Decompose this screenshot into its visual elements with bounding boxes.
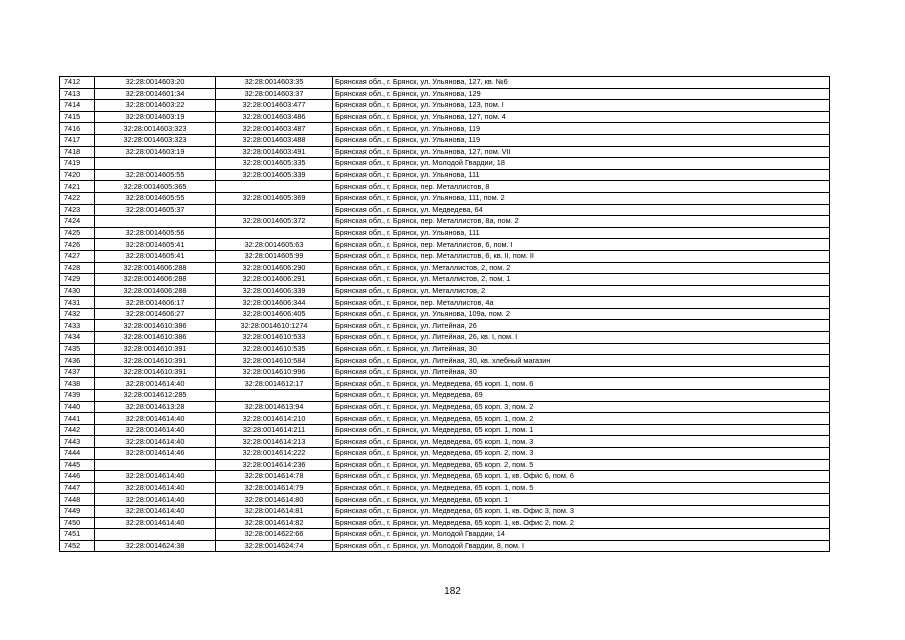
address-cell: Брянская обл., г. Брянск, ул. Медведева, 65 корп. 1, пом. 2: [333, 413, 830, 425]
address-cell: Брянская обл., г. Брянск, ул. Ульянова, 111, пом. 2: [333, 192, 830, 204]
address-cell: Брянская обл., г. Брянск, ул. Молодой Гвардии, 14: [333, 529, 830, 541]
object-number-cell: 32:28:0014614:211: [216, 424, 333, 436]
address-cell: Брянская обл., г. Брянск, ул. Медведева, 69: [333, 390, 830, 402]
table-row: [60, 494, 830, 506]
table-row: [60, 332, 830, 344]
object-number-cell: 32:28:0014624:74: [216, 540, 333, 552]
parcel-number-cell: 32:28:0014603:22: [95, 100, 216, 112]
row-number-cell: 7414: [60, 100, 95, 112]
object-number-cell: 32:28:0014605:369: [216, 192, 333, 204]
object-number-cell: 32:28:0014610:996: [216, 366, 333, 378]
table-row: [60, 262, 830, 274]
parcel-number-cell: 32:28:0014606:288: [95, 285, 216, 297]
row-number-cell: 7416: [60, 123, 95, 135]
object-number-cell: 32:28:0014603:491: [216, 146, 333, 158]
row-number-cell: 7435: [60, 343, 95, 355]
table-row: [60, 448, 830, 460]
registry-table-body: [60, 77, 830, 552]
parcel-number-cell: 32:28:0014614:46: [95, 448, 216, 460]
parcel-number-cell: 32:28:0014614:40: [95, 482, 216, 494]
row-number-cell: 7443: [60, 436, 95, 448]
address-cell: Брянская обл., г. Брянск, ул. Ульянова, 127, пом. VII: [333, 146, 830, 158]
object-number-cell: 32:28:0014606:291: [216, 274, 333, 286]
object-number-cell: 32:28:0014606:339: [216, 285, 333, 297]
address-cell: Брянская обл., г. Брянск, ул. Медведева, 65 корп. 1, пом. 3: [333, 436, 830, 448]
row-number-cell: 7424: [60, 216, 95, 228]
table-row: [60, 378, 830, 390]
parcel-number-cell: 32:28:0014603:19: [95, 146, 216, 158]
object-number-cell: 32:28:0014614:80: [216, 494, 333, 506]
table-row: [60, 158, 830, 170]
table-row: [60, 343, 830, 355]
address-cell: Брянская обл., г. Брянск, ул. Ульянова, 127, кв. №6: [333, 77, 830, 89]
row-number-cell: 7438: [60, 378, 95, 390]
address-cell: Брянская обл., г. Брянск, ул. Ульянова, 123, пом. I: [333, 100, 830, 112]
row-number-cell: 7431: [60, 297, 95, 309]
object-number-cell: 32:28:0014606:344: [216, 297, 333, 309]
parcel-number-cell: 32:28:0014601:34: [95, 88, 216, 100]
row-number-cell: 7426: [60, 239, 95, 251]
row-number-cell: 7412: [60, 77, 95, 89]
parcel-number-cell: 32:28:0014613:28: [95, 401, 216, 413]
object-number-cell: 32:28:0014614:79: [216, 482, 333, 494]
object-number-cell: 32:28:0014603:477: [216, 100, 333, 112]
address-cell: Брянская обл., г. Брянск, ул. Ульянова, 119: [333, 123, 830, 135]
parcel-number-cell: 32:28:0014606:27: [95, 308, 216, 320]
address-cell: Брянская обл., г. Брянск, ул. Медведева, 65 корп. 1, пом. 1: [333, 424, 830, 436]
parcel-number-cell: [95, 158, 216, 170]
row-number-cell: 7440: [60, 401, 95, 413]
table-row: [60, 436, 830, 448]
object-number-cell: 32:28:0014605:335: [216, 158, 333, 170]
row-number-cell: 7415: [60, 111, 95, 123]
object-number-cell: [216, 390, 333, 402]
object-number-cell: 32:28:0014614:78: [216, 471, 333, 483]
object-number-cell: [216, 227, 333, 239]
table-row: [60, 100, 830, 112]
row-number-cell: 7444: [60, 448, 95, 460]
address-cell: Брянская обл., г. Брянск, ул. Металлистов, 2, пом. 2: [333, 262, 830, 274]
table-row: [60, 181, 830, 193]
row-number-cell: 7429: [60, 274, 95, 286]
parcel-number-cell: 32:28:0014614:40: [95, 494, 216, 506]
address-cell: Брянская обл., г. Брянск, ул. Медведева, 65 корп. 1, пом. 5: [333, 482, 830, 494]
row-number-cell: 7432: [60, 308, 95, 320]
object-number-cell: 32:28:0014614:236: [216, 459, 333, 471]
row-number-cell: 7417: [60, 134, 95, 146]
address-cell: Брянская обл., г. Брянск, ул. Медведева, 65 корп. 3, пом. 2: [333, 401, 830, 413]
object-number-cell: 32:28:0014605:372: [216, 216, 333, 228]
row-number-cell: 7425: [60, 227, 95, 239]
row-number-cell: 7446: [60, 471, 95, 483]
table-row: [60, 482, 830, 494]
address-cell: Брянская обл., г. Брянск, пер. Металлистов, 4а: [333, 297, 830, 309]
address-cell: Брянская обл., г. Брянск, пер. Металлистов, 6, пом. I: [333, 239, 830, 251]
object-number-cell: 32:28:0014603:486: [216, 111, 333, 123]
object-number-cell: 32:28:0014614:222: [216, 448, 333, 460]
row-number-cell: 7427: [60, 250, 95, 262]
table-row: [60, 540, 830, 552]
table-row: [60, 424, 830, 436]
table-row: [60, 146, 830, 158]
address-cell: Брянская обл., г. Брянск, ул. Молодой Гвардии, 18: [333, 158, 830, 170]
row-number-cell: 7428: [60, 262, 95, 274]
address-cell: Брянская обл., г. Брянск, ул. Литейная, 30: [333, 343, 830, 355]
address-cell: Брянская обл., г. Брянск, ул. Литейная, 30, кв. хлебный магазин: [333, 355, 830, 367]
address-cell: Брянская обл., г. Брянск, ул. Медведева, 65 корп. 1, кв. Офис 3, пом. 3: [333, 505, 830, 517]
parcel-number-cell: 32:28:0014610:391: [95, 366, 216, 378]
table-row: [60, 169, 830, 181]
row-number-cell: 7413: [60, 88, 95, 100]
address-cell: Брянская обл., г. Брянск, ул. Ульянова, 111: [333, 169, 830, 181]
table-row: [60, 413, 830, 425]
table-row: [60, 111, 830, 123]
address-cell: Брянская обл., г. Брянск, ул. Ульянова, 127, пом. 4: [333, 111, 830, 123]
parcel-number-cell: 32:28:0014606:288: [95, 262, 216, 274]
parcel-number-cell: 32:28:0014605:56: [95, 227, 216, 239]
object-number-cell: 32:28:0014605:99: [216, 250, 333, 262]
parcel-number-cell: 32:28:0014614:40: [95, 471, 216, 483]
row-number-cell: 7450: [60, 517, 95, 529]
object-number-cell: 32:28:0014622:66: [216, 529, 333, 541]
parcel-number-cell: 32:28:0014606:288: [95, 274, 216, 286]
address-cell: Брянская обл., г. Брянск, ул. Ульянова, 111: [333, 227, 830, 239]
parcel-number-cell: [95, 529, 216, 541]
address-cell: Брянская обл., г. Брянск, ул. Молодой Гвардии, 8, пом. I: [333, 540, 830, 552]
parcel-number-cell: 32:28:0014605:41: [95, 239, 216, 251]
parcel-number-cell: 32:28:0014624:38: [95, 540, 216, 552]
address-cell: Брянская обл., г. Брянск, пер. Металлистов, 8: [333, 181, 830, 193]
object-number-cell: 32:28:0014603:37: [216, 88, 333, 100]
row-number-cell: 7449: [60, 505, 95, 517]
object-number-cell: [216, 181, 333, 193]
parcel-number-cell: 32:28:0014614:40: [95, 413, 216, 425]
object-number-cell: [216, 204, 333, 216]
parcel-number-cell: 32:28:0014603:20: [95, 77, 216, 89]
address-cell: Брянская обл., г. Брянск, ул. Ульянова, 109а, пом. 2: [333, 308, 830, 320]
row-number-cell: 7445: [60, 459, 95, 471]
object-number-cell: 32:28:0014603:488: [216, 134, 333, 146]
object-number-cell: 32:28:0014610:535: [216, 343, 333, 355]
row-number-cell: 7439: [60, 390, 95, 402]
parcel-number-cell: 32:28:0014605:55: [95, 169, 216, 181]
address-cell: Брянская обл., г. Брянск, ул. Ульянова, 129: [333, 88, 830, 100]
object-number-cell: 32:28:0014610:584: [216, 355, 333, 367]
row-number-cell: 7442: [60, 424, 95, 436]
parcel-number-cell: 32:28:0014605:365: [95, 181, 216, 193]
parcel-number-cell: 32:28:0014614:40: [95, 436, 216, 448]
parcel-number-cell: 32:28:0014603:19: [95, 111, 216, 123]
address-cell: Брянская обл., г. Брянск, ул. Медведева, 65 корп. 2, пом. 5: [333, 459, 830, 471]
parcel-number-cell: 32:28:0014605:37: [95, 204, 216, 216]
row-number-cell: 7422: [60, 192, 95, 204]
table-row: [60, 216, 830, 228]
parcel-number-cell: [95, 459, 216, 471]
parcel-number-cell: 32:28:0014614:40: [95, 517, 216, 529]
parcel-number-cell: 32:28:0014606:17: [95, 297, 216, 309]
table-row: [60, 390, 830, 402]
row-number-cell: 7441: [60, 413, 95, 425]
address-cell: Брянская обл., г. Брянск, ул. Ульянова, 119: [333, 134, 830, 146]
table-row: [60, 88, 830, 100]
object-number-cell: 32:28:0014614:82: [216, 517, 333, 529]
table-row: [60, 459, 830, 471]
table-row: [60, 77, 830, 89]
object-number-cell: 32:28:0014614:210: [216, 413, 333, 425]
object-number-cell: 32:28:0014605:339: [216, 169, 333, 181]
object-number-cell: 32:28:0014603:487: [216, 123, 333, 135]
row-number-cell: 7437: [60, 366, 95, 378]
parcel-number-cell: 32:28:0014614:40: [95, 424, 216, 436]
address-cell: Брянская обл., г. Брянск, ул. Медведева, 64: [333, 204, 830, 216]
row-number-cell: 7423: [60, 204, 95, 216]
parcel-number-cell: 32:28:0014614:40: [95, 378, 216, 390]
parcel-number-cell: 32:28:0014610:391: [95, 355, 216, 367]
table-row: [60, 250, 830, 262]
address-cell: Брянская обл., г. Брянск, ул. Металлистов, 2: [333, 285, 830, 297]
row-number-cell: 7447: [60, 482, 95, 494]
object-number-cell: 32:28:0014612:17: [216, 378, 333, 390]
parcel-number-cell: 32:28:0014610:386: [95, 320, 216, 332]
object-number-cell: 32:28:0014614:213: [216, 436, 333, 448]
object-number-cell: 32:28:0014603:35: [216, 77, 333, 89]
parcel-number-cell: 32:28:0014603:323: [95, 134, 216, 146]
registry-table: [59, 76, 830, 552]
table-row: [60, 297, 830, 309]
parcel-number-cell: 32:28:0014610:391: [95, 343, 216, 355]
table-row: [60, 227, 830, 239]
row-number-cell: 7448: [60, 494, 95, 506]
table-row: [60, 204, 830, 216]
table-row: [60, 192, 830, 204]
object-number-cell: 32:28:0014610:533: [216, 332, 333, 344]
address-cell: Брянская обл., г. Брянск, ул. Литейная, 30: [333, 366, 830, 378]
table-row: [60, 285, 830, 297]
address-cell: Брянская обл., г. Брянск, ул. Медведева, 65 корп. 1: [333, 494, 830, 506]
table-row: [60, 505, 830, 517]
address-cell: Брянская обл., г. Брянск, ул. Литейная, 26: [333, 320, 830, 332]
row-number-cell: 7419: [60, 158, 95, 170]
row-number-cell: 7452: [60, 540, 95, 552]
parcel-number-cell: 32:28:0014605:41: [95, 250, 216, 262]
table-row: [60, 355, 830, 367]
address-cell: Брянская обл., г. Брянск, пер. Металлистов, 6, кв. II, пом. II: [333, 250, 830, 262]
object-number-cell: 32:28:0014606:290: [216, 262, 333, 274]
address-cell: Брянская обл., г. Брянск, пер. Металлистов, 8а, пом. 2: [333, 216, 830, 228]
row-number-cell: 7433: [60, 320, 95, 332]
address-cell: Брянская обл., г. Брянск, ул. Медведева, 65 корп. 1, пом. 6: [333, 378, 830, 390]
parcel-number-cell: 32:28:0014614:40: [95, 505, 216, 517]
page-number: 182: [444, 586, 461, 597]
address-cell: Брянская обл., г. Брянск, ул. Литейная, 26, кв. I, пом. I: [333, 332, 830, 344]
address-cell: Брянская обл., г. Брянск, ул. Медведева, 65 корп. 1, кв. Офис 2, пом. 2: [333, 517, 830, 529]
table-row: [60, 320, 830, 332]
row-number-cell: 7451: [60, 529, 95, 541]
address-cell: Брянская обл., г. Брянск, ул. Медведева, 65 корп. 1, кв. Офис 6, пом. 6: [333, 471, 830, 483]
table-row: [60, 123, 830, 135]
row-number-cell: 7436: [60, 355, 95, 367]
parcel-number-cell: 32:28:0014610:386: [95, 332, 216, 344]
table-row: [60, 401, 830, 413]
row-number-cell: 7430: [60, 285, 95, 297]
row-number-cell: 7420: [60, 169, 95, 181]
parcel-number-cell: 32:28:0014605:55: [95, 192, 216, 204]
row-number-cell: 7434: [60, 332, 95, 344]
table-row: [60, 517, 830, 529]
object-number-cell: 32:28:0014605:63: [216, 239, 333, 251]
object-number-cell: 32:28:0014606:405: [216, 308, 333, 320]
object-number-cell: 32:28:0014610:1274: [216, 320, 333, 332]
parcel-number-cell: 32:28:0014612:285: [95, 390, 216, 402]
table-row: [60, 134, 830, 146]
row-number-cell: 7421: [60, 181, 95, 193]
parcel-number-cell: 32:28:0014603:323: [95, 123, 216, 135]
object-number-cell: 32:28:0014614:81: [216, 505, 333, 517]
parcel-number-cell: [95, 216, 216, 228]
object-number-cell: 32:28:0014613:94: [216, 401, 333, 413]
table-row: [60, 366, 830, 378]
row-number-cell: 7418: [60, 146, 95, 158]
table-row: [60, 308, 830, 320]
address-cell: Брянская обл., г. Брянск, ул. Медведева, 65 корп. 2, пом. 3: [333, 448, 830, 460]
table-row: [60, 274, 830, 286]
address-cell: Брянская обл., г. Брянск, ул. Металлистов, 2, пом. 1: [333, 274, 830, 286]
table-row: [60, 529, 830, 541]
table-row: [60, 471, 830, 483]
table-row: [60, 239, 830, 251]
